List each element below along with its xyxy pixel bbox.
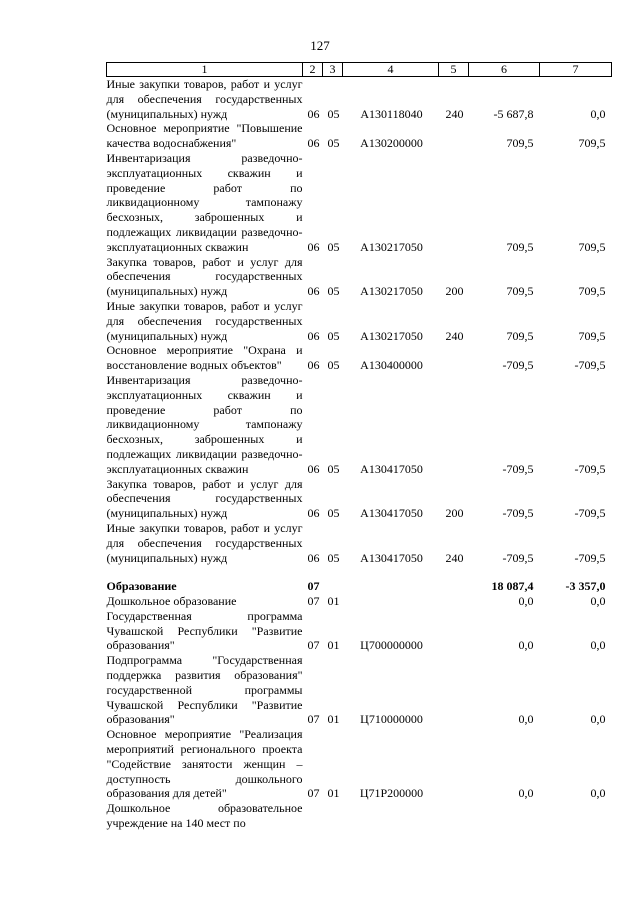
target-article-code: А130200000 (360, 136, 423, 151)
table-row (107, 653, 612, 727)
subsection-code: 05 (327, 106, 340, 121)
amount-col6: 709,5 (506, 239, 534, 254)
expense-type-code (439, 609, 469, 653)
subsection-code: 05 (327, 506, 340, 521)
target-article-code: Ц71Р200000 (359, 786, 424, 801)
amount-col6: -5 687,8 (493, 106, 534, 121)
page-number: 127 (310, 38, 330, 53)
row-description: Инвентаризация разведочно-эксплуатационных скважин и проведение работ по ликвидационному тампонажу бесхозных, заброшенных и подлежащих ликвидации разведочно-эксплуатационных скважин (106, 150, 303, 254)
table-row (107, 579, 612, 594)
row-description: Иные закупки товаров, работ и услуг для обеспечения государственных (муниципальных) нужд (106, 77, 303, 121)
table-row (107, 477, 612, 521)
table-row (107, 77, 612, 122)
expense-type-code (439, 343, 469, 373)
section-code: 06 (307, 106, 320, 121)
column-header: 5 (439, 63, 469, 77)
expense-type-code (439, 151, 469, 255)
budget-table (106, 62, 612, 831)
expense-type-code (439, 579, 469, 594)
target-article-code: А130217050 (360, 328, 423, 343)
subsection-code: 01 (327, 638, 340, 653)
amount-col7 (540, 801, 612, 831)
section-code: 06 (307, 550, 320, 565)
expense-type-code: 200 (445, 506, 464, 521)
expense-type-code (439, 373, 469, 477)
subsection-code: 05 (327, 136, 340, 151)
subsection-code: 05 (327, 358, 340, 373)
target-article-code: А130417050 (360, 550, 423, 565)
target-article-code: А130417050 (360, 506, 423, 521)
table-body (107, 77, 612, 831)
target-article-code: Ц710000000 (360, 712, 423, 727)
amount-col7: 0,0 (590, 106, 606, 121)
table-row (107, 594, 612, 609)
target-article-code (343, 594, 439, 609)
table-row (107, 299, 612, 343)
table-row (107, 521, 612, 565)
row-description: Подпрограмма "Государственная поддержка развития образования" государственной программы Чувашской Республики "Развитие образования" (106, 653, 303, 727)
target-article-code: Ц700000000 (360, 638, 423, 653)
amount-col6: 0,0 (518, 786, 534, 801)
expense-type-code (439, 594, 469, 609)
expense-type-code (439, 727, 469, 801)
amount-col6: -709,5 (502, 461, 534, 476)
expense-type-code (439, 653, 469, 727)
amount-col7: 0,0 (590, 594, 606, 609)
amount-col7: 709,5 (578, 328, 606, 343)
amount-col7: 0,0 (590, 786, 606, 801)
column-header: 7 (540, 63, 612, 77)
amount-col6: 0,0 (518, 638, 534, 653)
target-article-code (343, 801, 439, 831)
expense-type-code: 200 (445, 284, 464, 299)
table-row (107, 121, 612, 151)
subsection-code: 01 (327, 786, 340, 801)
section-code: 07 (307, 638, 320, 653)
row-description: Образование (106, 579, 177, 594)
table-row (107, 727, 612, 801)
section-code: 06 (307, 239, 320, 254)
row-description: Дошкольное образовательное учреждение на 140 мест по (106, 801, 303, 831)
amount-col6: 709,5 (506, 136, 534, 151)
section-code: 06 (307, 358, 320, 373)
amount-col6: -709,5 (502, 358, 534, 373)
section-code: 06 (307, 136, 320, 151)
expense-type-code: 240 (445, 550, 464, 565)
amount-col7: -709,5 (574, 550, 606, 565)
subsection-code: 05 (327, 239, 340, 254)
section-code: 06 (307, 461, 320, 476)
column-header: 2 (303, 63, 323, 77)
row-description: Основное мероприятие "Охрана и восстановление водных объектов" (106, 343, 303, 373)
subsection-code: 05 (327, 328, 340, 343)
amount-col7: -3 357,0 (565, 579, 606, 594)
row-description: Закупка товаров, работ и услуг для обеспечения государственных (муниципальных) нужд (106, 476, 303, 521)
amount-col6: -709,5 (502, 506, 534, 521)
amount-col7: 709,5 (578, 136, 606, 151)
section-code: 07 (307, 594, 320, 609)
row-description: Основное мероприятие "Повышение качества водоснабжения" (106, 121, 303, 151)
amount-col7: 709,5 (578, 239, 606, 254)
amount-col7: 709,5 (578, 284, 606, 299)
table-row (107, 255, 612, 299)
row-description: Государственная программа Чувашской Республики "Развитие образования" (106, 608, 303, 653)
subsection-code: 05 (327, 461, 340, 476)
row-description: Иные закупки товаров, работ и услуг для обеспечения государственных (муниципальных) нужд (106, 298, 303, 343)
target-article-code: А130217050 (360, 284, 423, 299)
expense-type-code (439, 801, 469, 831)
amount-col7: -709,5 (574, 461, 606, 476)
column-header: 6 (469, 63, 540, 77)
table-row (107, 151, 612, 255)
amount-col7: 0,0 (590, 638, 606, 653)
subsection-code: 01 (327, 712, 340, 727)
expense-type-code (439, 121, 469, 151)
table-row (107, 373, 612, 477)
amount-col6 (469, 801, 540, 831)
column-header: 1 (107, 63, 303, 77)
target-article-code: А130417050 (360, 461, 423, 476)
subsection-code: 05 (327, 284, 340, 299)
amount-col6: 0,0 (518, 594, 534, 609)
amount-col7: -709,5 (574, 506, 606, 521)
table-row (107, 609, 612, 653)
subsection-code: 01 (327, 594, 340, 609)
row-description: Закупка товаров, работ и услуг для обеспечения государственных (муниципальных) нужд (106, 254, 303, 299)
row-description: Основное мероприятие "Реализация мероприятий регионального проекта "Содействие занятости женщин – доступность дошкольного образования для детей" (106, 727, 303, 801)
amount-col6: 709,5 (506, 284, 534, 299)
table-row (107, 801, 612, 831)
target-article-code: А130217050 (360, 239, 423, 254)
amount-col6: 18 087,4 (491, 579, 534, 594)
table-row (107, 343, 612, 373)
subsection-code (323, 801, 343, 831)
spacer-row (107, 565, 612, 579)
amount-col6: 709,5 (506, 328, 534, 343)
row-description: Иные закупки товаров, работ и услуг для обеспечения государственных (муниципальных) нужд (106, 520, 303, 565)
row-description: Инвентаризация разведочно-эксплуатационных скважин и проведение работ по ликвидационному тампонажу бесхозных, заброшенных и подлежащих ликвидации разведочно-эксплуатационных скважин (106, 372, 303, 476)
section-code (303, 801, 323, 831)
subsection-code (323, 579, 343, 594)
target-article-code: А130118040 (360, 106, 423, 121)
section-code: 07 (307, 786, 320, 801)
row-description: Дошкольное образование (106, 594, 237, 609)
amount-col7: -709,5 (574, 358, 606, 373)
header-row (107, 63, 612, 77)
target-article-code: А130400000 (360, 358, 423, 373)
amount-col6: -709,5 (502, 550, 534, 565)
amount-col6: 0,0 (518, 712, 534, 727)
section-code: 06 (307, 284, 320, 299)
expense-type-code: 240 (445, 328, 464, 343)
expense-type-code: 240 (445, 106, 464, 121)
amount-col7: 0,0 (590, 712, 606, 727)
target-article-code (343, 579, 439, 594)
section-code: 06 (307, 328, 320, 343)
section-code: 07 (307, 712, 320, 727)
subsection-code: 05 (327, 550, 340, 565)
column-header: 4 (343, 63, 439, 77)
column-header: 3 (323, 63, 343, 77)
section-code: 06 (307, 506, 320, 521)
spacer-cell (107, 565, 612, 579)
section-code: 07 (307, 579, 320, 594)
